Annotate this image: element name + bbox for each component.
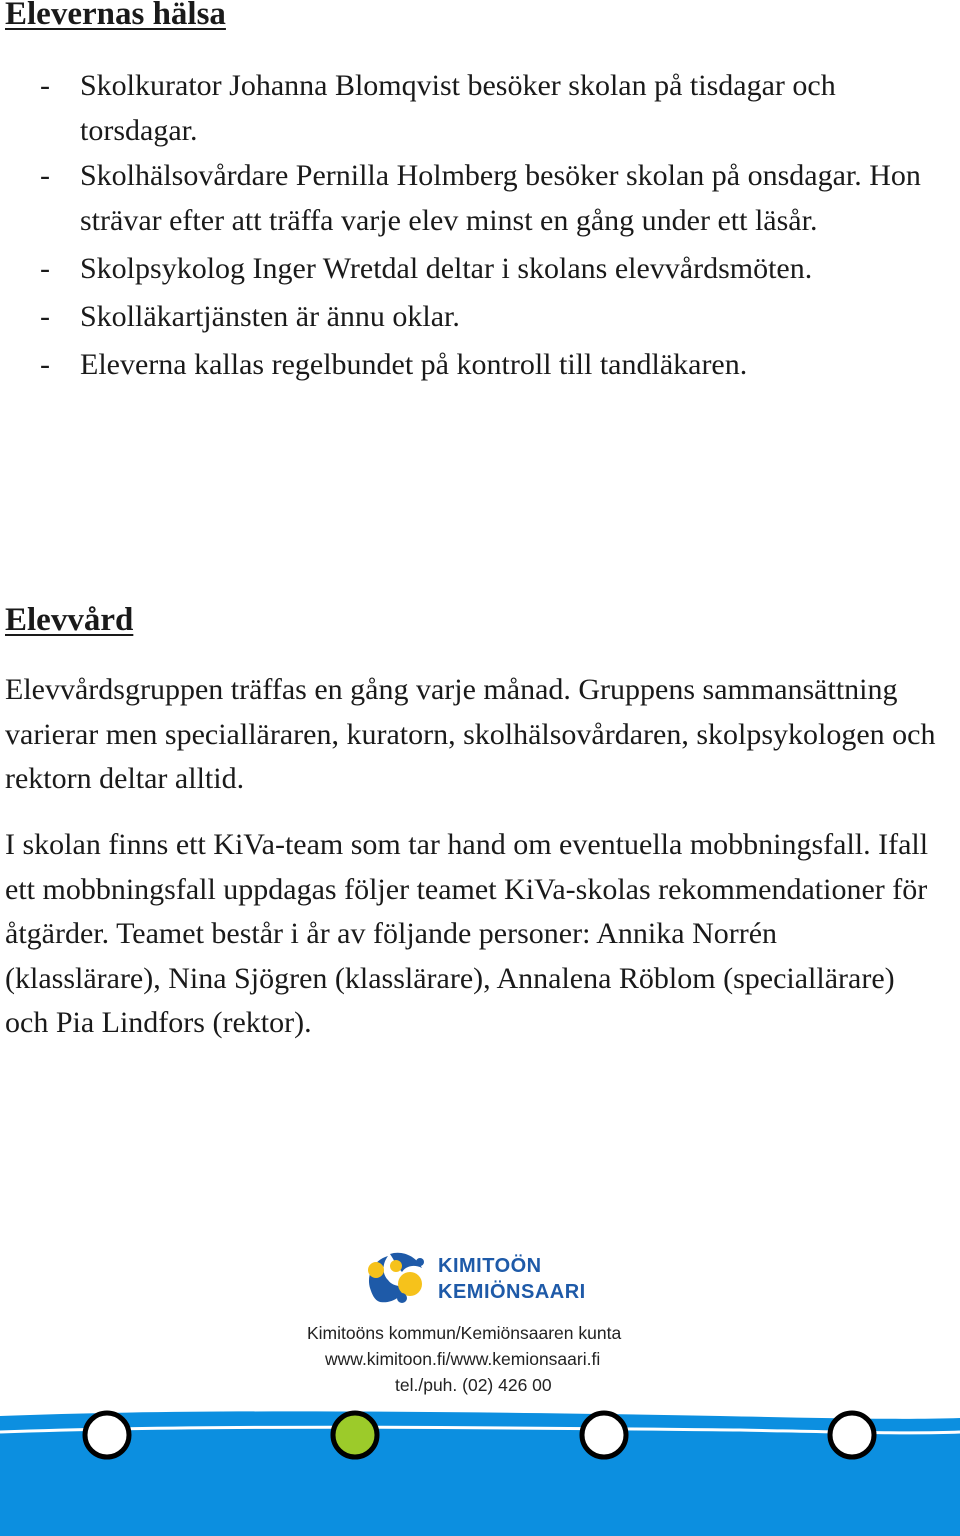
list-item: [0, 342, 940, 387]
website-links: www.kimitoon.fi/www.kemionsaari.fi: [325, 1349, 601, 1369]
list-item: [0, 153, 940, 243]
list-item-text: Skolläkartjänsten är ännu oklar.: [80, 300, 460, 333]
paragraph-kiva-team: I skolan finns ett KiVa-team som tar hand om eventuella mobbningsfall. Ifall ett mobbningsfall uppdagas följer teamet KiVa-skolas rekommendationer för åtgärder. Teamet består i år av följande personer: Annika Norrén (klasslärare), Nina Sjögren (klasslärare), Annalena Röblom (speciallärare) och Pia Lindfors (rektor).: [5, 828, 929, 1039]
municipality-logo-icon: [362, 1248, 432, 1310]
brand-name-swedish: KIMITOÖN: [438, 1255, 542, 1277]
list-item-text: Skolhälsovårdare Pernilla Holmberg besöker skolan på onsdagar. Hon strävar efter att träffa varje elev minst en gång under ett läsår.: [80, 159, 921, 237]
decorative-wave-band: [0, 1380, 960, 1536]
list-item-text: Eleverna kallas regelbundet på kontroll till tandläkaren.: [80, 348, 748, 381]
wave-node-2-highlight: [333, 1413, 377, 1457]
wave-node-3: [582, 1413, 626, 1457]
list-dash: -: [40, 300, 50, 333]
section-heading-elevernas-halsa: Elevernas hälsa: [5, 0, 226, 32]
list-item-text: Skolkurator Johanna Blomqvist besöker skolan på tisdagar och torsdagar.: [80, 69, 836, 147]
health-staff-list: [0, 63, 940, 387]
list-item-text: Skolpsykolog Inger Wretdal deltar i skolans elevvårdsmöten.: [80, 252, 813, 285]
list-dash: -: [40, 252, 50, 285]
list-dash: -: [40, 159, 50, 192]
phone-number: tel./puh. (02) 426 00: [395, 1375, 552, 1395]
list-dash: -: [40, 348, 50, 381]
list-item: [0, 294, 940, 339]
municipality-footer: [0, 1240, 960, 1536]
paragraph-student-care-group: Elevvårdsgruppen träffas en gång varje månad. Gruppens sammansättning varierar men specialläraren, kuratorn, skolhälsovårdaren, skolpsykologen och rektorn deltar alltid.: [5, 673, 936, 795]
wave-node-4: [830, 1413, 874, 1457]
wave-node-1: [85, 1413, 129, 1457]
section-heading-elevvard: Elevvård: [5, 602, 134, 638]
list-item: [0, 63, 940, 153]
brand-name-finnish: KEMIÖNSAARI: [438, 1281, 586, 1303]
list-dash: -: [40, 69, 50, 102]
municipality-name: Kimitoöns kommun/Kemiönsaaren kunta: [307, 1323, 622, 1343]
list-item: [0, 246, 940, 291]
